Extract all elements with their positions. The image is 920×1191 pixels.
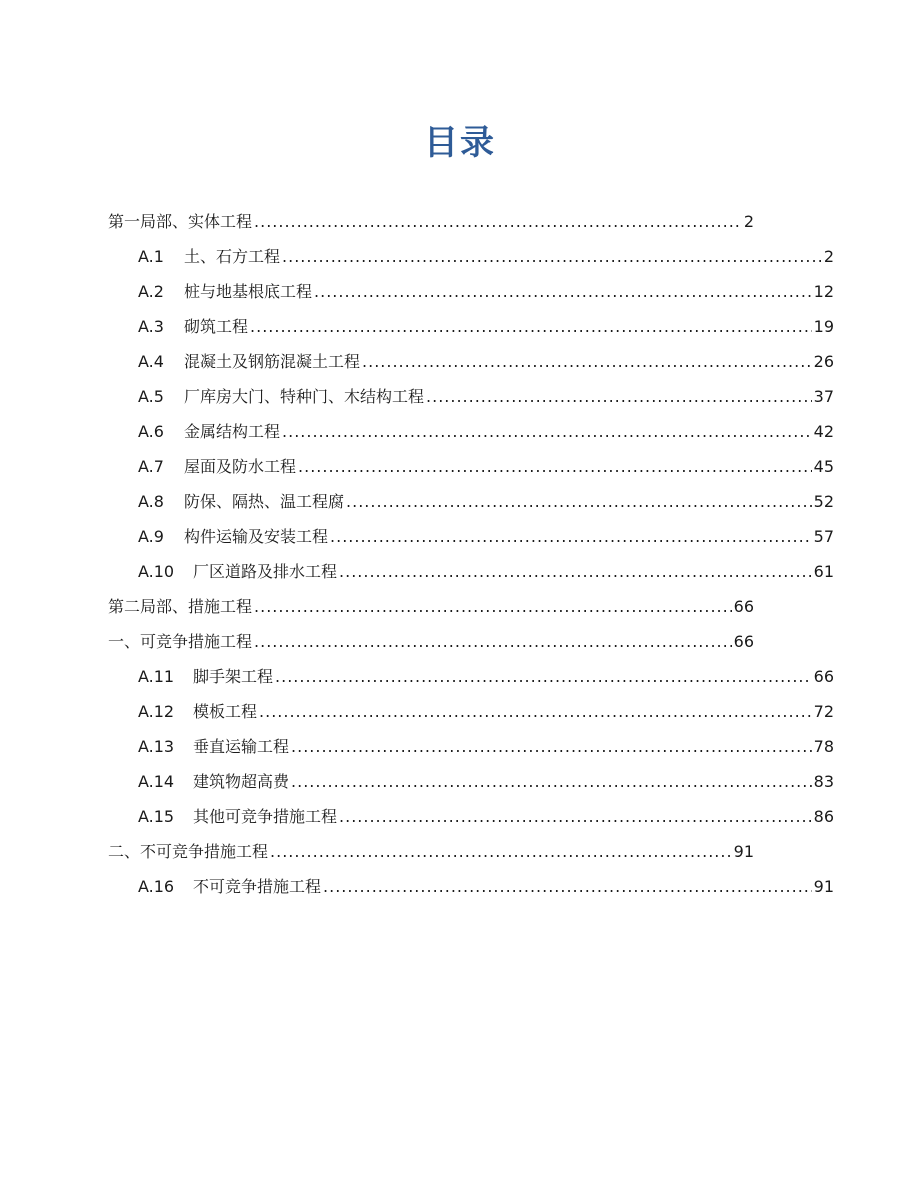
- toc-dot-leader: [426, 386, 812, 408]
- toc-entry-number: A.9: [138, 527, 164, 546]
- toc-entry-label: 模板工程: [193, 702, 258, 721]
- toc-entry-label: 脚手架工程: [193, 667, 274, 686]
- toc-dot-leader: [362, 351, 812, 373]
- toc-entry-label: 第二局部、措施工程: [108, 597, 253, 616]
- toc-entry-label: 土、石方工程: [184, 247, 281, 266]
- toc-entry-label: 混凝土及钢筋混凝土工程: [184, 352, 361, 371]
- toc-entry-label: 二、不可竞争措施工程: [108, 842, 269, 861]
- toc-page-number: 61: [813, 562, 834, 581]
- toc-page-number: 12: [813, 282, 834, 301]
- toc-dot-leader: [323, 876, 812, 898]
- toc-dot-leader: [314, 281, 812, 303]
- toc-entry-a9[interactable]: [138, 513, 834, 548]
- toc-page-number: 42: [813, 422, 834, 441]
- toc-entry-a11[interactable]: [138, 653, 834, 688]
- toc-page-number: 78: [813, 737, 834, 756]
- toc-page-number: 26: [813, 352, 834, 371]
- toc-entry-a4[interactable]: [138, 338, 834, 373]
- toc-entry-label: 不可竞争措施工程: [193, 877, 322, 896]
- toc-page-number: 2: [743, 212, 754, 231]
- toc-page-number: 66: [733, 597, 754, 616]
- toc-entry-label: 第一局部、实体工程: [108, 212, 253, 231]
- toc-entry-number: A.3: [138, 317, 164, 336]
- toc-entry-label: 构件运输及安装工程: [184, 527, 329, 546]
- toc-entry-number: A.2: [138, 282, 164, 301]
- toc-entry-number: A.8: [138, 492, 164, 511]
- toc-entry-a6[interactable]: [138, 408, 834, 443]
- toc-dot-leader: [346, 491, 812, 513]
- toc-entry-number: A.13: [138, 737, 175, 756]
- toc-page-number: 66: [733, 632, 754, 651]
- toc-entry-number: A.7: [138, 457, 164, 476]
- toc-page-number: 91: [813, 877, 834, 896]
- toc-entry-label: 厂区道路及排水工程: [193, 562, 338, 581]
- toc-page-number: 19: [813, 317, 834, 336]
- toc-page-number: 52: [813, 492, 834, 511]
- toc-page-number: 91: [733, 842, 754, 861]
- toc-entry-competitive-measures[interactable]: [108, 618, 754, 653]
- toc-entry-a7[interactable]: [138, 443, 834, 478]
- toc-page-number: 72: [813, 702, 834, 721]
- toc-entry-number: A.11: [138, 667, 175, 686]
- toc-entry-label: 防保、隔热、温工程腐: [184, 492, 345, 511]
- page-title: 目录: [424, 123, 496, 163]
- toc-dot-leader: [270, 841, 732, 863]
- toc-entry-a13[interactable]: [138, 723, 834, 758]
- toc-entry-label: 一、可竞争措施工程: [108, 632, 253, 651]
- toc-entry-label: 建筑物超高费: [193, 772, 290, 791]
- toc-dot-leader: [339, 561, 812, 583]
- toc-dot-leader: [291, 736, 812, 758]
- toc-entry-label: 金属结构工程: [184, 422, 281, 441]
- toc-entry-part-2[interactable]: [108, 583, 754, 618]
- toc-entry-a12[interactable]: [138, 688, 834, 723]
- toc-entry-label: 砌筑工程: [184, 317, 249, 336]
- toc-entry-number: A.10: [138, 562, 175, 581]
- toc-page-number: 45: [813, 457, 834, 476]
- toc-dot-leader: [254, 596, 732, 618]
- toc-dot-leader: [339, 806, 812, 828]
- toc-dot-leader: [282, 246, 822, 268]
- toc-dot-leader: [254, 631, 732, 653]
- toc-entry-number: A.12: [138, 702, 175, 721]
- toc-entry-number: A.6: [138, 422, 164, 441]
- toc-dot-leader: [282, 421, 812, 443]
- toc-dot-leader: [298, 456, 812, 478]
- toc-dot-leader: [291, 771, 812, 793]
- toc-entry-number: A.5: [138, 387, 164, 406]
- toc-page-number: 2: [823, 247, 834, 266]
- toc-page-number: 57: [813, 527, 834, 546]
- toc-entry-part-1[interactable]: [108, 198, 754, 233]
- toc-entry-number: A.1: [138, 247, 164, 266]
- toc-entry-a16[interactable]: [138, 863, 834, 898]
- toc-entry-number: A.14: [138, 772, 175, 791]
- toc-entry-number: A.4: [138, 352, 164, 371]
- toc-entry-a8[interactable]: [138, 478, 834, 513]
- toc-entry-label: 其他可竞争措施工程: [193, 807, 338, 826]
- toc-entry-a5[interactable]: [138, 373, 834, 408]
- toc-entry-label: 桩与地基根底工程: [184, 282, 313, 301]
- toc-entry-number: A.15: [138, 807, 175, 826]
- toc-page-number: 83: [813, 772, 834, 791]
- toc-entry-number: A.16: [138, 877, 175, 896]
- toc-entry-noncompetitive-measures[interactable]: [108, 828, 754, 863]
- toc-dot-leader: [330, 526, 812, 548]
- toc-entry-a14[interactable]: [138, 758, 834, 793]
- toc-dot-leader: [254, 211, 742, 233]
- toc-dot-leader: [275, 666, 812, 688]
- toc-page-number: 86: [813, 807, 834, 826]
- toc-entry-label: 屋面及防水工程: [184, 457, 297, 476]
- toc-page-number: 66: [813, 667, 834, 686]
- toc-dot-leader: [259, 701, 812, 723]
- toc-entry-a1[interactable]: [138, 233, 834, 268]
- toc-dot-leader: [250, 316, 812, 338]
- toc-entry-a15[interactable]: [138, 793, 834, 828]
- toc-page-number: 37: [813, 387, 834, 406]
- toc-entry-label: 垂直运输工程: [193, 737, 290, 756]
- toc-entry-a10[interactable]: [138, 548, 834, 583]
- toc-entry-a3[interactable]: [138, 303, 834, 338]
- toc-entry-label: 厂库房大门、特种门、木结构工程: [184, 387, 425, 406]
- toc-entry-a2[interactable]: [138, 268, 834, 303]
